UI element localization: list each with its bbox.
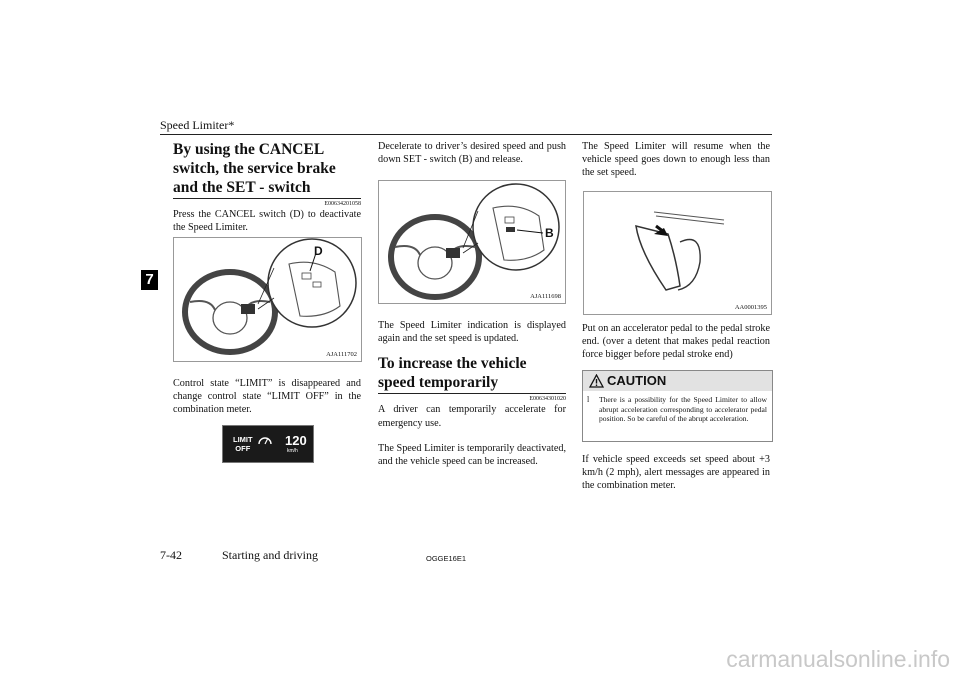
section-code: E00634201058 bbox=[324, 201, 361, 207]
chapter-tab: 7 bbox=[141, 270, 158, 290]
callout-letter: D bbox=[314, 244, 323, 258]
section-heading-cancel: By using the CANCEL switch, the service brake and the SET - switch bbox=[173, 141, 336, 196]
column-3-lower bbox=[582, 453, 770, 493]
meter-line-1: LIMIT bbox=[233, 435, 253, 444]
alert-text: If vehicle speed exceeds set speed about +3 km/h (2 mph), alert messages are appeared in the combination meter. bbox=[582, 454, 770, 492]
decelerate-instruction: Decelerate to driver’s desired speed and push down SET - switch (B) and release. bbox=[378, 141, 566, 166]
column-3-middle bbox=[582, 322, 770, 362]
column-3 bbox=[582, 140, 770, 180]
heading-rule bbox=[378, 393, 566, 394]
running-header: Speed Limiter* bbox=[160, 118, 235, 132]
figure-accelerator-pedal bbox=[583, 191, 772, 315]
callout-letter: B bbox=[545, 226, 554, 240]
meter-unit: km/h bbox=[287, 448, 298, 454]
figure-code: AJA111702 bbox=[326, 351, 357, 358]
figure-cancel-switch bbox=[173, 237, 362, 362]
column-2 bbox=[378, 140, 566, 166]
combination-meter-display bbox=[222, 425, 314, 463]
pedal-instruction: Put on an accelerator pedal to the pedal stroke end. (over a detent that makes pedal reaction force bigger before pedal stroke end) bbox=[582, 323, 770, 361]
watermark: carmanualsonline.info bbox=[726, 646, 950, 672]
column-2-lower bbox=[378, 319, 566, 468]
section-code: E00634301020 bbox=[529, 396, 566, 403]
heading-rule bbox=[173, 198, 361, 199]
resume-text: The Speed Limiter will resume when the vehicle speed goes down to enough less than the set speed. bbox=[582, 141, 770, 179]
deactivation-text: The Speed Limiter is temporarily deactivated, and the vehicle speed can be increased. bbox=[378, 442, 566, 468]
speed-limiter-icon bbox=[257, 432, 273, 448]
figure-set-switch bbox=[378, 180, 566, 304]
indication-text: The Speed Limiter indication is displayed again and the set speed is updated. bbox=[378, 320, 566, 345]
emergency-text: A driver can temporarily accelerate for emergency use. bbox=[378, 404, 566, 429]
column-1 bbox=[173, 140, 361, 234]
cancel-instruction: Press the CANCEL switch (D) to deactivate the Speed Limiter. bbox=[173, 209, 361, 234]
steering-wheel-illustration bbox=[174, 238, 361, 361]
pedal-illustration bbox=[584, 192, 771, 314]
caution-box bbox=[582, 370, 773, 442]
header-rule bbox=[160, 134, 772, 135]
figure-code: AJA111698 bbox=[530, 293, 561, 300]
section-name: Starting and driving bbox=[222, 548, 318, 562]
meter-speed: 120 bbox=[285, 433, 307, 448]
meter-line-2: OFF bbox=[235, 444, 251, 453]
warning-triangle-icon bbox=[589, 374, 604, 388]
column-1-lower bbox=[173, 377, 361, 417]
document-code: OGGE16E1 bbox=[426, 554, 467, 563]
bullet-icon: l bbox=[587, 395, 590, 404]
steering-wheel-illustration bbox=[379, 181, 565, 303]
caution-title: CAUTION bbox=[607, 373, 667, 388]
limit-state-text: Control state “LIMIT” is disappeared and change control state “LIMIT OFF” in the combination meter. bbox=[173, 378, 361, 416]
figure-code: AA0001395 bbox=[734, 304, 767, 311]
page-number: 7-42 bbox=[160, 548, 182, 562]
section-heading-increase: To increase the vehicle speed temporarily bbox=[378, 355, 527, 392]
caution-text: There is a possibility for the Speed Limiter to allow abrupt acceleration corresponding to accelerator pedal position. So be careful of the abrupt acceleration. bbox=[599, 395, 767, 424]
